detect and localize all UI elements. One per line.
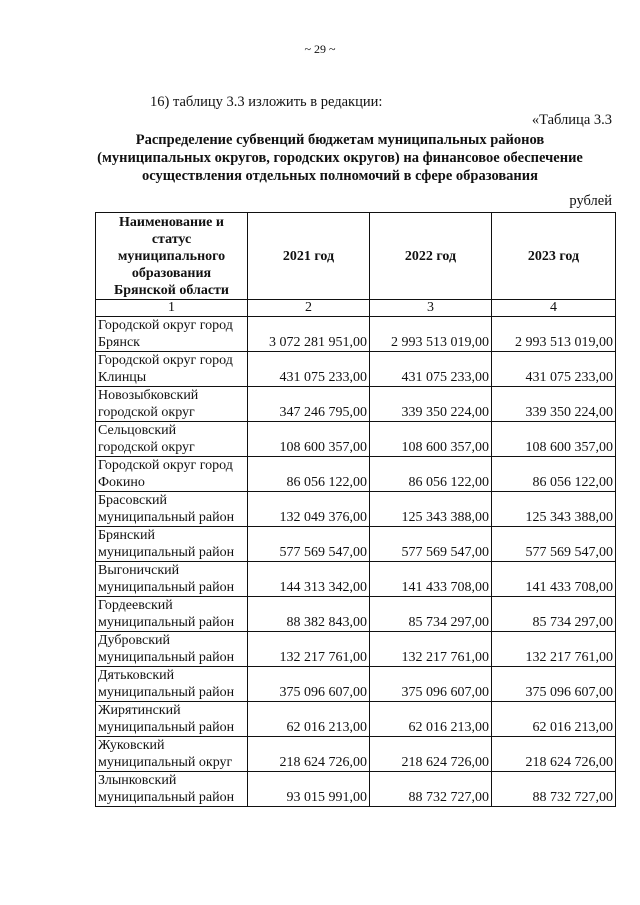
amount-2022-cell: 431 075 233,00 [370,352,492,387]
municipality-name-line: Гордеевский [98,598,173,613]
table-row [96,527,616,562]
amount-2023-cell: 85 734 297,00 [492,597,616,632]
header-2023: 2023 год [492,213,616,300]
municipality-name-line: муниципальный район [98,650,235,665]
municipality-name-cell [96,527,248,562]
amount-2021-cell: 577 569 547,00 [248,527,370,562]
table-row [96,457,616,492]
table-row [96,597,616,632]
municipality-name-line: Фокино [98,475,145,490]
table-title [60,131,620,185]
municipality-name-line: Городской округ город [98,458,233,473]
amount-2023-cell: 62 016 213,00 [492,702,616,737]
municipality-name-cell [96,667,248,702]
municipality-name-line: городской округ [98,405,195,420]
amount-2021-cell: 144 313 342,00 [248,562,370,597]
municipality-name-line: Злынковский [98,773,177,788]
amount-2021-cell: 347 246 795,00 [248,387,370,422]
amount-2021-cell: 431 075 233,00 [248,352,370,387]
municipality-name-line: муниципальный район [98,580,235,595]
amount-2023-cell: 88 732 727,00 [492,772,616,807]
amount-2022-cell: 62 016 213,00 [370,702,492,737]
amount-2021-cell: 375 096 607,00 [248,667,370,702]
header-line: Наименование и [119,214,224,230]
amount-2023-cell: 141 433 708,00 [492,562,616,597]
municipality-name-line: Клинцы [98,370,147,385]
units-label: рублей [569,193,612,209]
amount-2022-cell: 141 433 708,00 [370,562,492,597]
municipality-name-line: Жирятинский [98,703,181,718]
amount-2023-cell: 132 217 761,00 [492,632,616,667]
amount-2022-cell: 85 734 297,00 [370,597,492,632]
header-2021: 2021 год [248,213,370,300]
municipality-name-line: муниципальный район [98,790,235,805]
table-row [96,562,616,597]
amount-2022-cell: 218 624 726,00 [370,737,492,772]
header-line: Брянской области [113,282,229,298]
municipality-name-cell [96,597,248,632]
amount-2021-cell: 218 624 726,00 [248,737,370,772]
municipality-name-cell [96,492,248,527]
municipality-name-line: Городской округ город [98,318,233,333]
amount-2022-cell: 88 732 727,00 [370,772,492,807]
table-row [96,352,616,387]
subvention-table [95,212,616,807]
amount-2023-cell: 218 624 726,00 [492,737,616,772]
amendment-item-text: 16) таблицу 3.3 изложить в редакции: [150,94,383,110]
table-row [96,737,616,772]
municipality-name-line: Дятьковский [98,668,175,683]
municipality-name-line: Новозыбковский [98,388,199,403]
amount-2022-cell: 375 096 607,00 [370,667,492,702]
amount-2022-cell: 125 343 388,00 [370,492,492,527]
table-title-line: (муниципальных округов, городских округов) на финансовое обеспечение [97,150,583,166]
municipality-name-cell [96,702,248,737]
table-row [96,492,616,527]
amount-2022-cell: 2 993 513 019,00 [370,317,492,352]
municipality-name-cell [96,737,248,772]
column-number: 2 [248,300,370,317]
column-number: 3 [370,300,492,317]
header-line: статус [151,231,192,247]
table-row [96,702,616,737]
table-row [96,387,616,422]
amount-2023-cell: 339 350 224,00 [492,387,616,422]
table-row [96,772,616,807]
amount-2021-cell: 88 382 843,00 [248,597,370,632]
municipality-name-line: Выгоничский [98,563,180,578]
table-row [96,632,616,667]
table-title-line: Распределение субвенций бюджетам муниципальных районов [135,132,545,148]
amount-2021-cell: 132 049 376,00 [248,492,370,527]
column-number: 4 [492,300,616,317]
amount-2022-cell: 108 600 357,00 [370,422,492,457]
municipality-name-cell [96,457,248,492]
municipality-name-line: Жуковский [98,738,165,753]
amount-2022-cell: 86 056 122,00 [370,457,492,492]
municipality-name-line: Городской округ город [98,353,233,368]
amount-2021-cell: 108 600 357,00 [248,422,370,457]
municipality-name-line: муниципальный район [98,510,235,525]
municipality-name-line: муниципальный район [98,720,235,735]
municipality-name-line: муниципальный район [98,545,235,560]
amount-2022-cell: 132 217 761,00 [370,632,492,667]
amount-2021-cell: 86 056 122,00 [248,457,370,492]
municipality-name-line: муниципальный округ [98,755,233,770]
amount-2023-cell: 577 569 547,00 [492,527,616,562]
amount-2021-cell: 3 072 281 951,00 [248,317,370,352]
amount-2021-cell: 62 016 213,00 [248,702,370,737]
header-line: образования [131,265,212,281]
table-title-line: осуществления отдельных полномочий в сфере образования [142,168,538,184]
municipality-name-line: Сельцовский [98,423,177,438]
table-header-row [96,213,616,300]
amount-2023-cell: 431 075 233,00 [492,352,616,387]
municipality-name-line: муниципальный район [98,685,235,700]
municipality-name-line: Брянский [98,528,155,543]
municipality-name-cell [96,632,248,667]
amount-2022-cell: 339 350 224,00 [370,387,492,422]
municipality-name-line: Брасовский [98,493,167,508]
column-number: 1 [96,300,248,317]
column-number-row [96,300,616,317]
municipality-name-cell [96,352,248,387]
municipality-name-line: Брянск [98,335,140,350]
municipality-name-line: Дубровский [98,633,171,648]
municipality-name-cell [96,562,248,597]
municipality-name-cell [96,387,248,422]
municipality-name-cell [96,772,248,807]
municipality-name-line: муниципальный район [98,615,235,630]
header-line: муниципального [117,248,226,264]
header-municipality [96,213,248,300]
municipality-name-cell [96,422,248,457]
amount-2023-cell: 2 993 513 019,00 [492,317,616,352]
amount-2022-cell: 577 569 547,00 [370,527,492,562]
amount-2023-cell: 108 600 357,00 [492,422,616,457]
amount-2021-cell: 93 015 991,00 [248,772,370,807]
page-number: ~ 29 ~ [304,42,336,56]
table-row [96,667,616,702]
amount-2021-cell: 132 217 761,00 [248,632,370,667]
header-2022: 2022 год [370,213,492,300]
amount-2023-cell: 86 056 122,00 [492,457,616,492]
municipality-name-line: городской округ [98,440,195,455]
table-label: «Таблица 3.3 [531,112,612,128]
municipality-name-cell [96,317,248,352]
amount-2023-cell: 375 096 607,00 [492,667,616,702]
table-row [96,317,616,352]
amount-2023-cell: 125 343 388,00 [492,492,616,527]
table-row [96,422,616,457]
